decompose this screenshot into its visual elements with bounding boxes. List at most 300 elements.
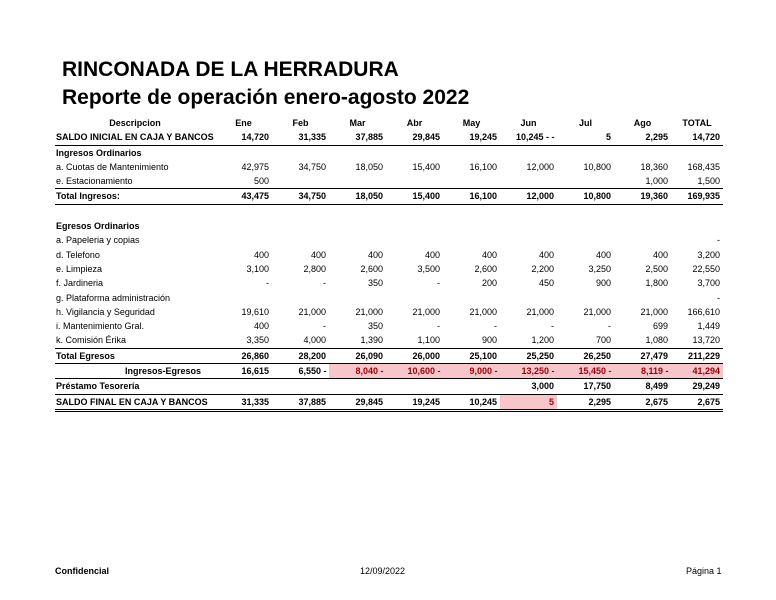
cell-value: 19,245 [469, 132, 497, 143]
cell-value: 13,250 [521, 366, 549, 377]
value-cell [671, 276, 723, 290]
cell-value: - [266, 278, 269, 289]
value-cell [386, 262, 443, 276]
cell-value: 8,499 [645, 381, 668, 392]
value-cell [614, 305, 671, 319]
value-cell [671, 364, 723, 379]
cell-value: 1,449 [697, 321, 720, 332]
value-cell [215, 276, 272, 290]
cell-value: 2,500 [645, 263, 668, 274]
cell-value: - [323, 278, 326, 289]
value-cell [614, 248, 671, 262]
cell-value: 3,100 [246, 263, 269, 274]
value-cell [272, 319, 329, 333]
cell-value: 26,860 [241, 350, 269, 361]
value-cell [671, 291, 723, 305]
table-row [55, 379, 723, 394]
cell-value: 21,000 [583, 306, 611, 317]
cell-value: 16,615 [241, 366, 269, 377]
value-cell [500, 348, 557, 363]
header-cell: Mar [349, 118, 366, 128]
negative-dash: - [608, 366, 612, 377]
value-cell [443, 348, 500, 363]
value-cell [272, 174, 329, 189]
table-row [55, 262, 723, 276]
value-cell [443, 189, 500, 204]
cell-value: 10,245 - [515, 132, 549, 143]
cell-value: 3,200 [697, 249, 720, 260]
value-cell [215, 364, 272, 379]
header-cell: Descripcion [109, 118, 161, 128]
value-cell [443, 333, 500, 348]
header-cell: Ago [633, 118, 652, 128]
negative-dash: - [551, 132, 555, 143]
value-cell [671, 160, 723, 174]
cell-value: 15,450 [578, 366, 606, 377]
value-cell [386, 160, 443, 174]
value-cell [272, 379, 329, 394]
value-cell [614, 189, 671, 204]
table-row [55, 189, 723, 204]
value-cell [272, 276, 329, 290]
cell-value: 37,885 [298, 396, 326, 407]
value-cell [500, 364, 557, 379]
value-cell [614, 364, 671, 379]
cell-value: 12,000 [526, 191, 554, 202]
value-cell [671, 305, 723, 319]
cell-value: 9,000 [469, 366, 492, 377]
cell-value: 400 [253, 249, 269, 260]
cell-value: 900 [481, 335, 497, 346]
value-cell [215, 319, 272, 333]
table-row [55, 394, 723, 410]
cell-value: 699 [652, 321, 668, 332]
row-label: g. Plataforma administración [56, 292, 171, 303]
value-cell [329, 379, 386, 394]
value-cell [272, 291, 329, 305]
table-row [55, 160, 723, 174]
cell-value: 26,250 [583, 350, 611, 361]
value-cell [443, 364, 500, 379]
header-cell: Feb [292, 118, 309, 128]
value-cell [386, 333, 443, 348]
cell-value: 211,229 [687, 350, 720, 361]
row-label: Total Egresos [55, 348, 215, 363]
cell-value: 400 [253, 321, 269, 332]
cell-value: 29,845 [412, 132, 440, 143]
value-cell [500, 333, 557, 348]
cell-value: 16,100 [469, 191, 497, 202]
row-label: Préstamo Tesorería [55, 379, 215, 394]
value-cell [557, 262, 614, 276]
cell-value: 28,200 [298, 350, 326, 361]
value-cell [671, 394, 723, 410]
cell-value: 22,550 [692, 263, 720, 274]
section-label: Egresos Ordinarios [56, 221, 140, 232]
cell-value: 8,040 [355, 366, 378, 377]
value-cell [614, 160, 671, 174]
cell-value: 15,400 [412, 191, 440, 202]
value-cell [272, 348, 329, 363]
value-cell [443, 276, 500, 290]
row-label: a. Cuotas de Mantenimiento [56, 161, 169, 172]
value-cell [443, 291, 500, 305]
value-cell [329, 160, 386, 174]
cell-value: 31,335 [241, 396, 269, 407]
value-cell [386, 319, 443, 333]
cell-value: 400 [367, 249, 383, 260]
value-cell [329, 248, 386, 262]
value-cell [500, 276, 557, 290]
header-cell: Ene [235, 118, 252, 128]
value-cell [386, 189, 443, 204]
value-cell [443, 160, 500, 174]
table-row [55, 319, 723, 333]
value-cell [215, 333, 272, 348]
cell-value: 14,720 [241, 132, 269, 143]
table-row [55, 364, 723, 379]
row-label: Total Ingresos: [55, 189, 215, 204]
value-cell [500, 305, 557, 319]
value-cell [614, 394, 671, 410]
value-cell [557, 291, 614, 305]
cell-value: 27,479 [640, 350, 668, 361]
cell-value: 12,000 [526, 161, 554, 172]
header-cell: Jul [578, 118, 592, 128]
cell-value: 18,050 [355, 191, 383, 202]
report-title: RINCONADA DE LA HERRADURA [62, 58, 399, 81]
value-cell [272, 248, 329, 262]
value-cell [443, 233, 500, 247]
cell-value: 3,000 [531, 381, 554, 392]
value-cell [500, 174, 557, 189]
row-label: a. Papeleria y copias [56, 235, 140, 246]
value-cell [500, 379, 557, 394]
cell-value: 14,720 [692, 132, 720, 143]
cell-value: 6,550 [298, 366, 321, 377]
cell-value: 166,610 [687, 306, 720, 317]
cell-value: - [437, 278, 440, 289]
value-cell [557, 348, 614, 363]
cell-value: 29,845 [355, 396, 383, 407]
value-cell [329, 130, 386, 145]
value-cell [671, 333, 723, 348]
cell-value: 400 [424, 249, 440, 260]
cell-value: 37,885 [355, 132, 383, 143]
value-cell [215, 262, 272, 276]
cell-value: - [551, 321, 554, 332]
operations-table [55, 116, 723, 412]
value-cell [614, 130, 671, 145]
negative-dash: - [323, 366, 327, 377]
cell-value: 169,935 [687, 191, 720, 202]
value-cell [272, 233, 329, 247]
value-cell [614, 333, 671, 348]
header-cell: TOTAL [682, 118, 712, 128]
value-cell [500, 319, 557, 333]
value-cell [386, 379, 443, 394]
cell-value: 1,080 [645, 335, 668, 346]
negative-dash: - [665, 366, 669, 377]
value-cell [557, 160, 614, 174]
table-row [55, 291, 723, 305]
header-cell: Jun [520, 118, 537, 128]
cell-value: 13,720 [692, 335, 720, 346]
value-cell [215, 233, 272, 247]
cell-value: 350 [367, 321, 383, 332]
table-row [55, 276, 723, 290]
value-cell [557, 364, 614, 379]
cell-value: 2,295 [645, 132, 668, 143]
cell-value: 168,435 [687, 161, 720, 172]
value-cell [443, 130, 500, 145]
value-cell [614, 379, 671, 394]
cell-value: 2,295 [588, 396, 611, 407]
value-cell [386, 394, 443, 410]
value-cell [614, 291, 671, 305]
value-cell [272, 364, 329, 379]
value-cell [272, 160, 329, 174]
cell-value: 350 [367, 278, 383, 289]
cell-value: 1,500 [697, 176, 720, 187]
cell-value: 34,750 [298, 161, 326, 172]
cell-value: 5 [548, 396, 554, 407]
cell-value: 26,000 [412, 350, 440, 361]
cell-value: 42,975 [241, 161, 269, 172]
cell-value: 19,610 [241, 306, 269, 317]
value-cell [329, 276, 386, 290]
value-cell [671, 379, 723, 394]
value-cell [329, 364, 386, 379]
value-cell [443, 174, 500, 189]
value-cell [614, 276, 671, 290]
value-cell [215, 248, 272, 262]
negative-dash: - [494, 366, 498, 377]
value-cell [272, 333, 329, 348]
value-cell [557, 394, 614, 410]
cell-value: 8,119 [640, 366, 663, 377]
value-cell [557, 233, 614, 247]
value-cell [500, 291, 557, 305]
value-cell [272, 189, 329, 204]
value-cell [386, 276, 443, 290]
row-label: k. Comisión Érika [55, 333, 215, 348]
value-cell [614, 174, 671, 189]
value-cell [671, 174, 723, 189]
value-cell [443, 394, 500, 410]
row-label: h. Vigilancia y Seguridad [56, 306, 155, 317]
value-cell [500, 160, 557, 174]
cell-value: 21,000 [298, 306, 326, 317]
cell-value: 21,000 [526, 306, 554, 317]
value-cell [557, 305, 614, 319]
value-cell [215, 291, 272, 305]
value-cell [329, 262, 386, 276]
value-cell [557, 248, 614, 262]
cell-value: 5 [605, 132, 611, 143]
negative-dash: - [551, 366, 555, 377]
value-cell [272, 262, 329, 276]
value-cell [215, 160, 272, 174]
cell-value: 3,250 [588, 263, 611, 274]
cell-value: 16,100 [469, 161, 497, 172]
value-cell [443, 379, 500, 394]
cell-value: 900 [595, 278, 611, 289]
cell-value: 2,675 [697, 396, 720, 407]
value-cell [671, 130, 723, 145]
value-cell [614, 319, 671, 333]
cell-value: 200 [481, 278, 497, 289]
cell-value: 10,800 [583, 161, 611, 172]
value-cell [329, 233, 386, 247]
table-row [55, 348, 723, 363]
value-cell [500, 248, 557, 262]
cell-value: 10,245 [469, 396, 497, 407]
value-cell [671, 233, 723, 247]
row-label: i. Mantenimiento Gral. [56, 321, 145, 332]
cell-value: 400 [538, 249, 554, 260]
header-cell: May [462, 118, 481, 128]
cell-value: 1,100 [417, 335, 440, 346]
value-cell [614, 348, 671, 363]
negative-dash: - [437, 366, 441, 377]
row-label: f. Jardineria [56, 278, 104, 289]
cell-value: 400 [595, 249, 611, 260]
cell-value: 1,800 [645, 278, 668, 289]
value-cell [329, 174, 386, 189]
cell-value: 18,050 [355, 161, 383, 172]
cell-value: 3,700 [697, 278, 720, 289]
cell-value: - [717, 235, 720, 246]
cell-value: 19,360 [640, 191, 668, 202]
cell-value: 21,000 [469, 306, 497, 317]
value-cell [272, 130, 329, 145]
cell-value: 17,750 [583, 381, 611, 392]
value-cell [500, 262, 557, 276]
cell-value: - [437, 321, 440, 332]
value-cell [671, 348, 723, 363]
cell-value: 700 [595, 335, 611, 346]
value-cell [215, 130, 272, 145]
value-cell [386, 348, 443, 363]
value-cell [386, 130, 443, 145]
cell-value: - [717, 292, 720, 303]
cell-value: 21,000 [355, 306, 383, 317]
value-cell [272, 394, 329, 410]
cell-value: 1,390 [360, 335, 383, 346]
value-cell [557, 174, 614, 189]
value-cell [329, 305, 386, 319]
value-cell [386, 305, 443, 319]
value-cell [557, 379, 614, 394]
cell-value: 21,000 [412, 306, 440, 317]
cell-value: 15,400 [412, 161, 440, 172]
value-cell [671, 248, 723, 262]
value-cell [500, 233, 557, 247]
value-cell [386, 291, 443, 305]
negative-dash: - [380, 366, 384, 377]
value-cell [500, 189, 557, 204]
value-cell [614, 262, 671, 276]
report-subtitle: Reporte de operación enero-agosto 2022 [62, 86, 470, 109]
value-cell [614, 233, 671, 247]
value-cell [329, 291, 386, 305]
cell-value: 400 [310, 249, 326, 260]
cell-value: 1,000 [645, 176, 668, 187]
value-cell [386, 248, 443, 262]
table-row [55, 130, 723, 145]
cell-value: 2,675 [645, 396, 668, 407]
cell-value: 25,250 [526, 350, 554, 361]
section-row [55, 145, 723, 160]
value-cell [500, 394, 557, 410]
cell-value: 2,200 [531, 263, 554, 274]
value-cell [671, 319, 723, 333]
value-cell [272, 305, 329, 319]
value-cell [386, 233, 443, 247]
spacer-row [55, 204, 723, 219]
value-cell [215, 394, 272, 410]
table-row [55, 233, 723, 247]
cell-value: - [494, 321, 497, 332]
row-label: d. Telefono [56, 249, 100, 260]
cell-value: 34,750 [298, 191, 326, 202]
cell-value: 3,350 [246, 335, 269, 346]
value-cell [386, 364, 443, 379]
section-row [55, 219, 723, 233]
cell-value: 10,800 [583, 191, 611, 202]
cell-value: 10,600 [407, 366, 435, 377]
value-cell [443, 319, 500, 333]
value-cell [215, 305, 272, 319]
footer-date: 12/09/2022 [360, 566, 406, 576]
header-cell: Abr [406, 118, 423, 128]
row-label: Ingresos-Egresos [55, 364, 215, 379]
table-row [55, 248, 723, 262]
value-cell [557, 333, 614, 348]
cell-value: 2,600 [474, 263, 497, 274]
cell-value: 21,000 [640, 306, 668, 317]
cell-value: 500 [253, 176, 269, 187]
cell-value: 25,100 [469, 350, 497, 361]
value-cell [557, 276, 614, 290]
table-row [55, 305, 723, 319]
value-cell [386, 174, 443, 189]
cell-value: 450 [538, 278, 554, 289]
value-cell [215, 189, 272, 204]
header-row [55, 116, 723, 130]
value-cell [443, 305, 500, 319]
cell-value: 19,245 [412, 396, 440, 407]
table-row [55, 174, 723, 189]
row-label: SALDO FINAL EN CAJA Y BANCOS [55, 394, 215, 410]
value-cell [329, 189, 386, 204]
value-cell [443, 248, 500, 262]
footer-confidential: Confidencial [55, 566, 110, 576]
cell-value: 400 [652, 249, 668, 260]
value-cell [329, 394, 386, 410]
cell-value: 400 [481, 249, 497, 260]
cell-value: 41,294 [692, 366, 720, 377]
row-label: SALDO INICIAL EN CAJA Y BANCOS [55, 130, 215, 145]
value-cell [557, 130, 614, 145]
section-label: Ingresos Ordinarios [56, 147, 142, 158]
value-cell [215, 348, 272, 363]
cell-value: - [323, 321, 326, 332]
cell-value: 3,500 [417, 263, 440, 274]
row-label: e. Estacionamiento [55, 174, 215, 189]
value-cell [215, 174, 272, 189]
